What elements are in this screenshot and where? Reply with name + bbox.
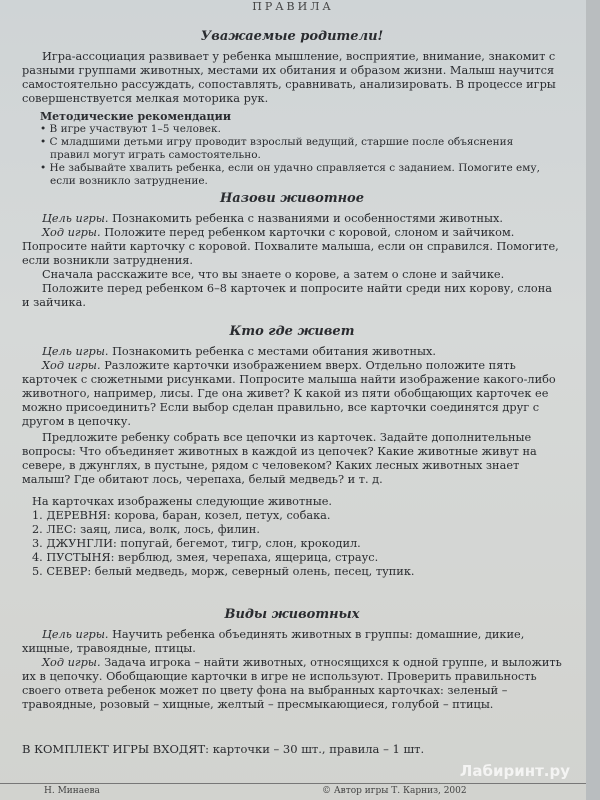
kit-section [22,742,562,756]
page-header: ПРАВИЛА [252,0,334,13]
game1-goal: Цель игры. Познакомить ребенка с названиями и особенностями животных. [42,212,504,225]
game3-goal: Цель игры. Научить ребенка объединять животных в группы: домашние, дикие, хищные, травоядные, птицы. [22,628,525,655]
game2-title: Кто где живет [229,324,355,339]
animal-list [22,495,562,579]
game3-course: Ход игры. Задача игрока – найти животных, относящихся к одной группе, и выложить их в цепочку. Обобщающие карточки в игре не используют. Проверить правильность своего ответа ребенок может по цвету фона на выбранных карточках: зеленый – травоядные, розовый – хищные, желтый – пресмыкающиеся, голубой – птицы. [22,656,562,711]
list-item: 4. ПУСТЫНЯ: верблюд, змея, черепаха, ящерица, страус. [32,551,379,564]
footer-divider [0,783,586,784]
page-edge [586,0,600,800]
footer-copyright: © Автор игры Т. Карниз, 2002 [322,786,467,796]
method-section [36,110,556,188]
game1-section [22,192,562,310]
list-item: 3. ДЖУНГЛИ: попугай, бегемот, тигр, слон, крокодил. [32,537,361,550]
method-title: Методические рекомендации [40,110,231,123]
game2-goal: Цель игры. Познакомить ребенка с местами обитания животных. [42,345,436,358]
game1-course: Ход игры. Положите перед ребенком карточки с коровой, слоном и зайчиком. Попросите найти карточку с коровой. Похвалите малыша, если он справился. Помогите, если возникли затруднения. [22,226,559,267]
game1-p3: Положите перед ребенком 6–8 карточек и попросите найти среди них корову, слона и зайчика. [22,282,552,309]
method-item: • С младшими детьми игру проводит взрослый ведущий, старшие после объяснения правил могут играть самостоятельно. [40,136,514,161]
list-item: 5. СЕВЕР: белый медведь, морж, северный олень, песец, тупик. [32,565,415,578]
game2-section [22,325,562,579]
list-intro: На карточках изображены следующие животные. [32,495,332,508]
list-item: 2. ЛЕС: заяц, лиса, волк, лось, филин. [32,523,260,536]
game3-title: Виды животных [224,607,360,622]
kit-line: В КОМПЛЕКТ ИГРЫ ВХОДЯТ: карточки – 30 шт., правила – 1 шт. [22,742,425,756]
game1-title: Назови животное [220,191,364,206]
intro-text: Игра-ассоциация развивает у ребенка мышление, восприятие, внимание, знакомит с разными группами животных, местами их обитания и образом жизни. Малыш научится самостоятельно рассуждать, сопоставлять, сравнивать, анализировать. В процессе игры совершенствуется мелкая моторика рук. [22,50,556,105]
game1-p2: Сначала расскажите все, что вы знаете о корове, а затем о слоне и зайчике. [42,268,505,281]
watermark-logo: Лабиринт.ру [459,762,570,780]
game2-course: Ход игры. Разложите карточки изображением вверх. Отдельно положите пять карточек с сюжетными рисунками. Попросите малыша найти изображение какого-либо животного, например, лисы. Где она живет? К какой из пяти обобщающих карточек ее можно присоединить? Если выбор сделан правильно, все карточки соединятся друг с другом в цепочку. [22,359,556,428]
game2-p2: Предложите ребенку собрать все цепочки из карточек. Задайте дополнительные вопросы: Что объединяет животных в каждой из цепочек? Какие животные живут на севере, в джунглях, в пустыне, рядом с человеком? Каких лесных животных знает малыш? Где обитают лось, черепаха, белый медведь? и т. д. [22,431,537,486]
footer-left: Н. Минаева [44,786,100,796]
method-item: • Не забывайте хвалить ребенка, если он удачно справляется с заданием. Помогите ему, если возникло затруднение. [40,162,540,187]
intro-section [22,30,562,106]
list-item: 1. ДЕРЕВНЯ: корова, баран, козел, петух, собака. [32,509,331,522]
game3-section [22,608,562,712]
method-item: • В игре участвуют 1–5 человек. [40,123,221,135]
intro-title: Уважаемые родители! [200,29,384,44]
